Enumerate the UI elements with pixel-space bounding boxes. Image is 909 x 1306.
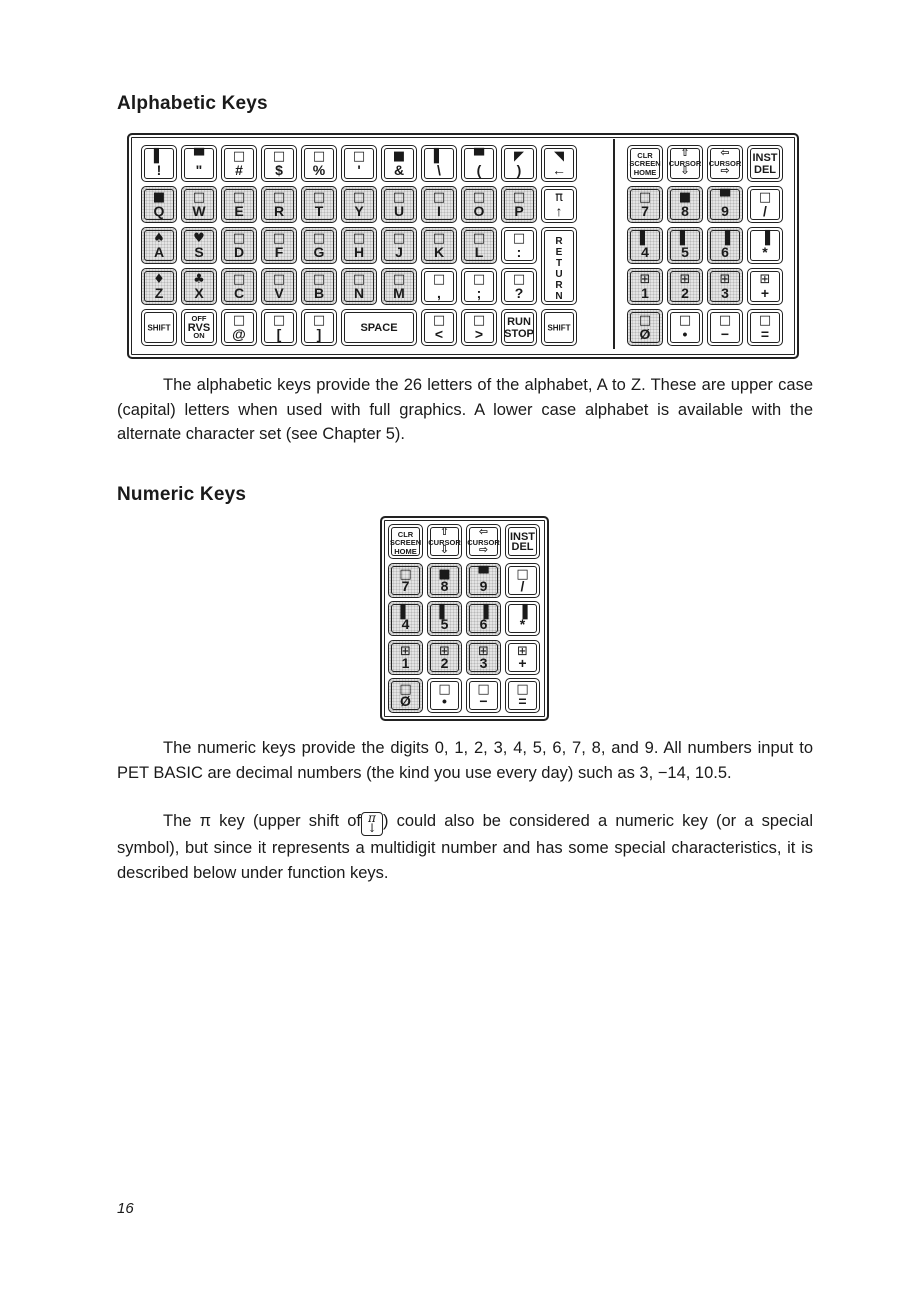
alpha-key-r5-c6-label: SPACE [360, 321, 398, 334]
alpha-numpad-r3-c1 [627, 227, 663, 264]
alpha-key-r1-c1-char: ! [156, 162, 162, 178]
alpha-numpad-top-c1-line1: CLR [637, 151, 653, 160]
alpha-key-r3-c2-char: S [194, 244, 204, 260]
numpad-r2-c2-graphic-icon: ■ [438, 566, 451, 582]
alpha-key-r5-c2-top: OFF [191, 314, 207, 323]
alpha-key-r4-c8 [421, 268, 457, 305]
alpha-key-r2-c9-graphic-icon: □ [472, 190, 486, 205]
numpad-r4-c3-char: 3 [479, 654, 488, 671]
alpha-key-r3-c5-char: G [313, 244, 325, 260]
alpha-key-r4-c5-char: B [313, 285, 325, 301]
numpad-r3-c4 [505, 601, 540, 636]
alpha-numpad-r4-c2-char: 2 [681, 285, 689, 301]
alpha-key-r3-c10-char: : [516, 244, 522, 260]
alpha-numpad-top-c3-line3: ⇨ [720, 165, 730, 177]
numpad-top-c3-line2: CURSOR [467, 538, 500, 547]
numpad-r2-c1-graphic-icon: □ [399, 566, 412, 582]
alpha-key-r1-c4 [261, 145, 297, 182]
alpha-key-r2-c6 [341, 186, 377, 223]
numpad-r4-c1-graphic-icon: ⊞ [400, 643, 411, 659]
alpha-key-r1-c3 [221, 145, 257, 182]
alpha-numpad-r2-c2 [667, 186, 703, 223]
alpha-numpad-r2-c3 [707, 186, 743, 223]
alpha-numpad-r3-c3-graphic-icon: ▐ [720, 231, 730, 246]
alpha-key-r4-c4-graphic-icon: □ [272, 272, 286, 287]
alpha-numpad-r2-c1-char: 7 [641, 203, 649, 219]
numpad-r2-c1 [388, 563, 423, 598]
alpha-key-r3-c4-char: F [274, 244, 284, 260]
alpha-numpad-r4-c4-char: + [760, 285, 770, 301]
alpha-key-r1-c4-char: $ [275, 162, 283, 178]
alpha-numpad-r4-c1-graphic-icon: ⊞ [639, 272, 651, 287]
alpha-key-r3-c9-char: L [474, 244, 484, 260]
alpha-key-r4-c4 [261, 268, 297, 305]
alpha-key-r3-c1 [141, 227, 177, 264]
numpad-r5-c3-graphic-icon: □ [477, 682, 490, 697]
alpha-numpad-r5-c3-char: − [720, 326, 730, 342]
numeric-keys-heading: Numeric Keys [117, 484, 247, 505]
alpha-key-r5-c9-top: RUN [507, 316, 531, 329]
numpad-r3-c4-graphic-icon: ▐ [517, 605, 528, 620]
alpha-numpad-r5-c2 [667, 309, 703, 346]
alpha-key-r5-c4 [261, 309, 297, 346]
alpha-key-r2-c4-char: R [273, 203, 285, 219]
alpha-numpad-r3-c3 [707, 227, 743, 264]
alpha-key-r4-c1-graphic-icon: ♦ [153, 272, 165, 287]
numpad-r4-c4 [505, 640, 540, 675]
alpha-key-r1-c8-graphic-icon: ▌ [434, 149, 444, 164]
numpad-top-c4 [505, 524, 540, 559]
alpha-numpad-r2-c4-graphic-icon: □ [758, 190, 772, 205]
alpha-key-r5-c7-graphic-icon: □ [432, 313, 446, 328]
alpha-numpad-r3-c2-char: 5 [681, 244, 689, 260]
alpha-key-r5-c3 [221, 309, 257, 346]
alpha-key-r2-c3-char: E [234, 203, 244, 219]
alpha-key-r2-c10 [501, 186, 537, 223]
alpha-numpad-r5-c3 [707, 309, 743, 346]
numpad-top-c3-line3: ⇨ [478, 544, 489, 556]
alpha-key-r2-c11-char: ↑ [555, 203, 563, 219]
alpha-key-r2-c7-char: U [393, 203, 405, 219]
alpha-key-r3-c9-graphic-icon: □ [472, 231, 486, 246]
alpha-numpad-r3-c4 [747, 227, 783, 264]
alpha-key-r1-c9-char: ( [476, 162, 482, 178]
alpha-numpad-r5-c2-graphic-icon: □ [678, 313, 692, 328]
numpad-r5-c2 [427, 678, 462, 713]
numpad-r5-c4-char: = [518, 693, 527, 709]
return-key-label: R E T U R N [555, 236, 563, 302]
alpha-key-r1-c1 [141, 145, 177, 182]
alpha-key-r5-c4-graphic-icon: □ [272, 313, 286, 328]
numpad-r2-c4-char: / [520, 577, 525, 594]
alpha-key-r2-c11 [541, 186, 577, 223]
alpha-numpad-top-c3-line1: ⇦ [720, 147, 730, 159]
alpha-key-r1-c5-graphic-icon: □ [312, 149, 326, 164]
numpad-top-c1-line3: HOME [394, 547, 417, 556]
alpha-key-r3-c8-char: K [433, 244, 445, 260]
numpad-r2-c3-char: 9 [479, 577, 488, 594]
alpha-key-r4-c5 [301, 268, 337, 305]
numpad-top-c4-line1: INST [509, 530, 536, 543]
alpha-key-r4-c3 [221, 268, 257, 305]
alpha-key-r4-c10-char: ? [514, 285, 524, 301]
alpha-key-r1-c9 [461, 145, 497, 182]
numpad-r4-c4-char: + [518, 654, 527, 671]
numpad-r2-c3-graphic-icon: ▀ [478, 566, 489, 582]
alpha-key-r1-c3-graphic-icon: □ [232, 149, 246, 164]
numpad-r5-c1 [388, 678, 423, 713]
alpha-key-r3-c5-graphic-icon: □ [312, 231, 326, 246]
numpad-r4-c1 [388, 640, 423, 675]
numpad-r5-c4-graphic-icon: □ [516, 682, 529, 697]
numpad-r5-c1-char: Ø [400, 693, 411, 709]
alpha-numpad-r2-c1 [627, 186, 663, 223]
alpha-key-r4-c7-graphic-icon: □ [392, 272, 406, 287]
alpha-numpad-r5-c2-char: • [682, 326, 688, 342]
alpha-numpad-r3-c2-graphic-icon: ▌ [680, 231, 690, 246]
alpha-numpad-r4-c3-char: 3 [721, 285, 729, 301]
alpha-key-r5-c8-char: > [474, 326, 484, 342]
alpha-key-r2-c4 [261, 186, 297, 223]
return-key [541, 227, 577, 305]
alpha-key-r5-c4-char: [ [276, 326, 282, 342]
alpha-key-r3-c4 [261, 227, 297, 264]
alpha-numpad-r4-c3-graphic-icon: ⊞ [719, 272, 731, 287]
alpha-key-r5-c1 [141, 309, 177, 346]
alpha-key-r2-c6-char: Y [354, 203, 364, 219]
alpha-key-r2-c5 [301, 186, 337, 223]
alpha-numpad-r5-c3-graphic-icon: □ [718, 313, 732, 328]
alpha-key-r2-c1-graphic-icon: ■ [152, 190, 166, 205]
alpha-numpad-r4-c3 [707, 268, 743, 305]
alpha-key-r2-c7 [381, 186, 417, 223]
alpha-key-r4-c1 [141, 268, 177, 305]
numpad-r5-c1-graphic-icon: □ [399, 682, 412, 697]
alpha-key-r4-c10 [501, 268, 537, 305]
alpha-numpad-top-c1-line3: HOME [633, 168, 657, 177]
numpad-r5-c4 [505, 678, 540, 713]
numpad-r3-c2-char: 5 [440, 616, 449, 632]
numpad-top-c1-line1: CLR [397, 530, 414, 539]
alpha-key-r2-c7-graphic-icon: □ [392, 190, 406, 205]
alpha-key-r1-c2-char: " [195, 162, 203, 178]
alpha-numpad-r2-c2-char: 8 [681, 203, 689, 219]
alpha-numpad-r4-c2-graphic-icon: ⊞ [679, 272, 691, 287]
alpha-key-r5-c2 [181, 309, 217, 346]
alpha-key-r2-c2 [181, 186, 217, 223]
numpad-top-c2-line2: CURSOR [428, 538, 461, 547]
alpha-numpad-r5-c1 [627, 309, 663, 346]
alpha-numpad-r3-c4-graphic-icon: ▐ [760, 231, 770, 246]
numpad-r3-c1-char: 4 [401, 616, 410, 632]
alpha-key-r4-c7 [381, 268, 417, 305]
alpha-numpad-top-c2-line1: ⇧ [680, 147, 690, 159]
alpha-numpad-top-c3 [707, 145, 743, 182]
numpad-r5-c2-char: • [442, 693, 447, 709]
alpha-key-r3-c8-graphic-icon: □ [432, 231, 446, 246]
numpad-top-c2-line3: ⇩ [439, 544, 450, 556]
alpha-key-r1-c4-graphic-icon: □ [272, 149, 286, 164]
alpha-key-r2-c2-char: W [192, 203, 206, 219]
alpha-key-r1-c10 [501, 145, 537, 182]
alpha-key-r5-c8-graphic-icon: □ [472, 313, 486, 328]
alpha-key-r3-c6 [341, 227, 377, 264]
alpha-key-r5-c3-graphic-icon: □ [232, 313, 246, 328]
alpha-numpad-top-c1-line2: SCREEN [629, 159, 661, 168]
alpha-key-r1-c10-graphic-icon: ◤ [514, 149, 524, 164]
alpha-numpad-r4-c2 [667, 268, 703, 305]
numpad-r4-c2-graphic-icon: ⊞ [439, 643, 450, 659]
numpad-r3-c3 [466, 601, 501, 636]
alpha-key-r2-c10-graphic-icon: □ [512, 190, 526, 205]
alpha-key-r3-c7-char: J [395, 244, 403, 260]
alpha-numpad-r3-c1-char: 4 [641, 244, 649, 260]
alpha-key-r4-c9-char: ; [476, 285, 482, 301]
alpha-key-r1-c6 [341, 145, 377, 182]
alpha-key-r5-c8 [461, 309, 497, 346]
alpha-key-r2-c1-char: Q [153, 203, 165, 219]
alpha-key-r1-c6-graphic-icon: □ [352, 149, 366, 164]
alpha-numpad-r5-c1-graphic-icon: □ [638, 313, 652, 328]
alpha-key-r1-c11-char: ← [552, 162, 566, 178]
alpha-key-r3-c7 [381, 227, 417, 264]
alpha-key-r3-c3-char: D [233, 244, 245, 260]
alpha-key-r2-c5-char: T [314, 203, 324, 219]
alpha-numpad-r2-c3-char: 9 [721, 203, 729, 219]
alpha-key-r3-c2-graphic-icon: ♥ [193, 231, 205, 246]
numpad-r4-c3-graphic-icon: ⊞ [478, 643, 489, 659]
alphabetic-keyboard-illustration [127, 133, 799, 359]
alpha-key-r4-c10-graphic-icon: □ [512, 272, 526, 287]
alpha-numpad-r2-c4-char: / [763, 203, 767, 219]
alpha-key-r2-c4-graphic-icon: □ [272, 190, 286, 205]
alpha-key-r4-c4-char: V [274, 285, 284, 301]
alpha-key-r3-c1-graphic-icon: ♠ [153, 231, 165, 246]
numpad-r5-c3 [466, 678, 501, 713]
alpha-key-r3-c1-char: A [153, 244, 165, 260]
alpha-numpad-top-c4 [747, 145, 783, 182]
alpha-numpad-r3-c4-char: * [762, 244, 768, 260]
alpha-key-r5-c5 [301, 309, 337, 346]
alpha-key-r3-c3-graphic-icon: □ [232, 231, 246, 246]
alpha-key-r3-c2 [181, 227, 217, 264]
alpha-key-r5-c9-bottom: STOP [504, 327, 534, 340]
numeric-keys-paragraph-1: The numeric keys provide the digits 0, 1, 2, 3, 4, 5, 6, 7, 8, and 9. All numbers input to PET BASIC are decimal numbers (the kind you use every day) such as 3, −14, 10.5. [117, 739, 813, 782]
alpha-numpad-top-c4-line1: INST [752, 152, 778, 165]
alpha-key-r4-c9-graphic-icon: □ [472, 272, 486, 287]
alpha-numpad-r2-c2-graphic-icon: ■ [678, 190, 692, 205]
alpha-key-r1-c1-graphic-icon: ▌ [154, 149, 164, 164]
alpha-key-r5-c2-bottom: ON [193, 331, 205, 340]
numpad-r3-c2-graphic-icon: ▌ [439, 605, 450, 620]
alpha-key-r1-c6-char: ' [357, 162, 361, 178]
alpha-key-r1-c7 [381, 145, 417, 182]
numpad-top-c1 [388, 524, 423, 559]
numpad-r4-c1-char: 1 [401, 654, 410, 671]
alpha-key-r3-c5 [301, 227, 337, 264]
alpha-key-r5-c6 [341, 309, 417, 346]
alpha-key-r2-c3 [221, 186, 257, 223]
alpha-key-r2-c8 [421, 186, 457, 223]
keyboard-block-divider [613, 139, 615, 349]
numpad-r3-c4-char: * [519, 616, 526, 632]
numpad-r4-c2 [427, 640, 462, 675]
alpha-numpad-r2-c3-graphic-icon: ▀ [720, 190, 730, 205]
alpha-key-r5-c7-char: < [434, 326, 444, 342]
alpha-key-r3-c10-graphic-icon: □ [512, 231, 526, 246]
alpha-key-r2-c10-char: P [514, 203, 524, 219]
alpha-key-r1-c5 [301, 145, 337, 182]
alpha-key-r1-c7-graphic-icon: ■ [392, 149, 406, 164]
alpha-numpad-r5-c1-char: Ø [639, 326, 651, 342]
alpha-numpad-r2-c4 [747, 186, 783, 223]
alpha-numpad-r3-c2 [667, 227, 703, 264]
alpha-key-r1-c8-char: \ [437, 162, 441, 178]
alpha-key-r5-c5-graphic-icon: □ [312, 313, 326, 328]
alpha-key-r5-c1-label: SHIFT [147, 323, 171, 332]
alpha-numpad-top-c2-line3: ⇩ [680, 165, 690, 177]
alpha-key-r4-c7-char: M [393, 285, 405, 301]
alpha-numpad-r4-c4-graphic-icon: ⊞ [759, 272, 771, 287]
numpad-top-c3 [466, 524, 501, 559]
alpha-key-r4-c6 [341, 268, 377, 305]
page-number: 16 [117, 1200, 134, 1217]
alpha-numpad-top-c2-line2: CURSOR [668, 159, 702, 168]
alpha-key-r5-c3-char: @ [232, 326, 246, 342]
alpha-numpad-r4-c1 [627, 268, 663, 305]
numpad-top-c1-line2: SCREEN [389, 538, 422, 547]
alpha-key-r2-c3-graphic-icon: □ [232, 190, 246, 205]
alpha-key-r5-c2-mid: RVS [187, 321, 211, 334]
alpha-key-r5-c7 [421, 309, 457, 346]
alpha-key-r3-c9 [461, 227, 497, 264]
alpha-numpad-top-c3-line2: CURSOR [708, 159, 742, 168]
alpha-key-r4-c2-char: X [194, 285, 204, 301]
alpha-key-r1-c8 [421, 145, 457, 182]
numpad-r4-c3 [466, 640, 501, 675]
alpha-key-r1-c10-char: ) [516, 162, 522, 178]
alpha-key-r1-c7-char: & [393, 162, 405, 178]
numpad-r3-c3-graphic-icon: ▐ [478, 605, 489, 620]
alpha-key-r3-c6-char: H [353, 244, 365, 260]
alphabetic-keys-paragraph: The alphabetic keys provide the 26 letters of the alphabet, A to Z. These are upper case (capital) letters when used with full graphics. A lower case alphabet is available with the alternate character set (see Chapter 5). [117, 376, 813, 443]
alpha-key-r4-c2 [181, 268, 217, 305]
alpha-numpad-top-c4-line2: DEL [754, 163, 776, 176]
alpha-key-r4-c6-graphic-icon: □ [352, 272, 366, 287]
alpha-numpad-top-c1 [627, 145, 663, 182]
alpha-key-r4-c8-graphic-icon: □ [432, 272, 446, 287]
numpad-top-c4-line2: DEL [511, 541, 534, 554]
alpha-key-r5-c10 [541, 309, 577, 346]
numpad-r2-c4-graphic-icon: □ [516, 566, 529, 582]
alpha-key-r4-c3-char: C [233, 285, 245, 301]
alpha-key-r1-c2 [181, 145, 217, 182]
numpad-r3-c1-graphic-icon: ▌ [400, 605, 411, 620]
alpha-key-r4-c1-char: Z [154, 285, 164, 301]
numpad-r2-c1-char: 7 [401, 577, 410, 594]
alpha-key-r5-c9 [501, 309, 537, 346]
alpha-numpad-r5-c4-char: = [760, 326, 770, 342]
numeric-keys-paragraph-2: The π key (upper shift of π ↓ ) could also be considered a numeric key (or a special symbol), but since it represents a multidigit number and has some special characteristics, it is described below under function keys. [117, 811, 813, 882]
alpha-key-r3-c3 [221, 227, 257, 264]
numpad-r5-c3-char: − [479, 693, 488, 709]
alpha-key-r2-c8-graphic-icon: □ [432, 190, 446, 205]
numpad-top-c3-line1: ⇦ [478, 526, 489, 538]
alpha-key-r2-c9 [461, 186, 497, 223]
alpha-key-r2-c9-char: O [473, 203, 485, 219]
numpad-top-c2 [427, 524, 462, 559]
alphabetic-keys-heading: Alphabetic Keys [117, 93, 268, 114]
alpha-key-r2-c11-graphic-icon: π [555, 190, 563, 205]
alpha-numpad-r2-c1-graphic-icon: □ [638, 190, 652, 205]
alpha-numpad-r5-c4 [747, 309, 783, 346]
alpha-key-r4-c3-graphic-icon: □ [232, 272, 246, 287]
alpha-key-r3-c6-graphic-icon: □ [352, 231, 366, 246]
alpha-numpad-r5-c4-graphic-icon: □ [758, 313, 772, 328]
alpha-numpad-r4-c1-char: 1 [641, 285, 649, 301]
alpha-key-r2-c8-char: I [437, 203, 441, 219]
alpha-key-r1-c11-graphic-icon: ◥ [554, 149, 564, 164]
numpad-r5-c2-graphic-icon: □ [438, 682, 451, 697]
alpha-key-r3-c7-graphic-icon: □ [392, 231, 406, 246]
numpad-r2-c4 [505, 563, 540, 598]
alpha-key-r1-c11 [541, 145, 577, 182]
alpha-key-r1-c3-char: # [235, 162, 243, 178]
numpad-r3-c3-char: 6 [479, 616, 488, 632]
alpha-key-r4-c2-graphic-icon: ♣ [193, 272, 205, 287]
alpha-key-r2-c5-graphic-icon: □ [312, 190, 326, 205]
numpad-top-c2-line1: ⇧ [439, 526, 450, 538]
alpha-key-r3-c10 [501, 227, 537, 264]
alpha-numpad-r3-c1-graphic-icon: ▌ [640, 231, 650, 246]
alpha-key-r1-c5-char: % [312, 162, 326, 178]
alpha-key-r2-c6-graphic-icon: □ [352, 190, 366, 205]
alpha-key-r2-c1 [141, 186, 177, 223]
numpad-r3-c2 [427, 601, 462, 636]
numpad-r2-c2-char: 8 [440, 577, 449, 594]
pi-key-inline-icon: π ↓ [361, 812, 383, 836]
alpha-key-r1-c9-graphic-icon: ▀ [474, 149, 484, 164]
alpha-key-r5-c5-char: ] [316, 326, 322, 342]
alpha-numpad-r3-c3-char: 6 [721, 244, 729, 260]
numpad-r2-c3 [466, 563, 501, 598]
numpad-r4-c2-char: 2 [440, 654, 449, 671]
alpha-numpad-top-c2 [667, 145, 703, 182]
alpha-key-r4-c5-graphic-icon: □ [312, 272, 326, 287]
alpha-key-r1-c2-graphic-icon: ▀ [194, 149, 204, 164]
alpha-key-r2-c2-graphic-icon: □ [192, 190, 206, 205]
alpha-key-r4-c9 [461, 268, 497, 305]
alpha-key-r3-c8 [421, 227, 457, 264]
alpha-key-r4-c6-char: N [353, 285, 365, 301]
numeric-keypad-illustration [380, 516, 549, 721]
alpha-key-r4-c8-char: , [437, 285, 441, 301]
alpha-key-r3-c4-graphic-icon: □ [272, 231, 286, 246]
numpad-r3-c1 [388, 601, 423, 636]
numpad-r2-c2 [427, 563, 462, 598]
alpha-numpad-r4-c4 [747, 268, 783, 305]
alpha-key-r5-c10-label: SHIFT [547, 323, 571, 332]
numpad-r4-c4-graphic-icon: ⊞ [517, 643, 528, 659]
